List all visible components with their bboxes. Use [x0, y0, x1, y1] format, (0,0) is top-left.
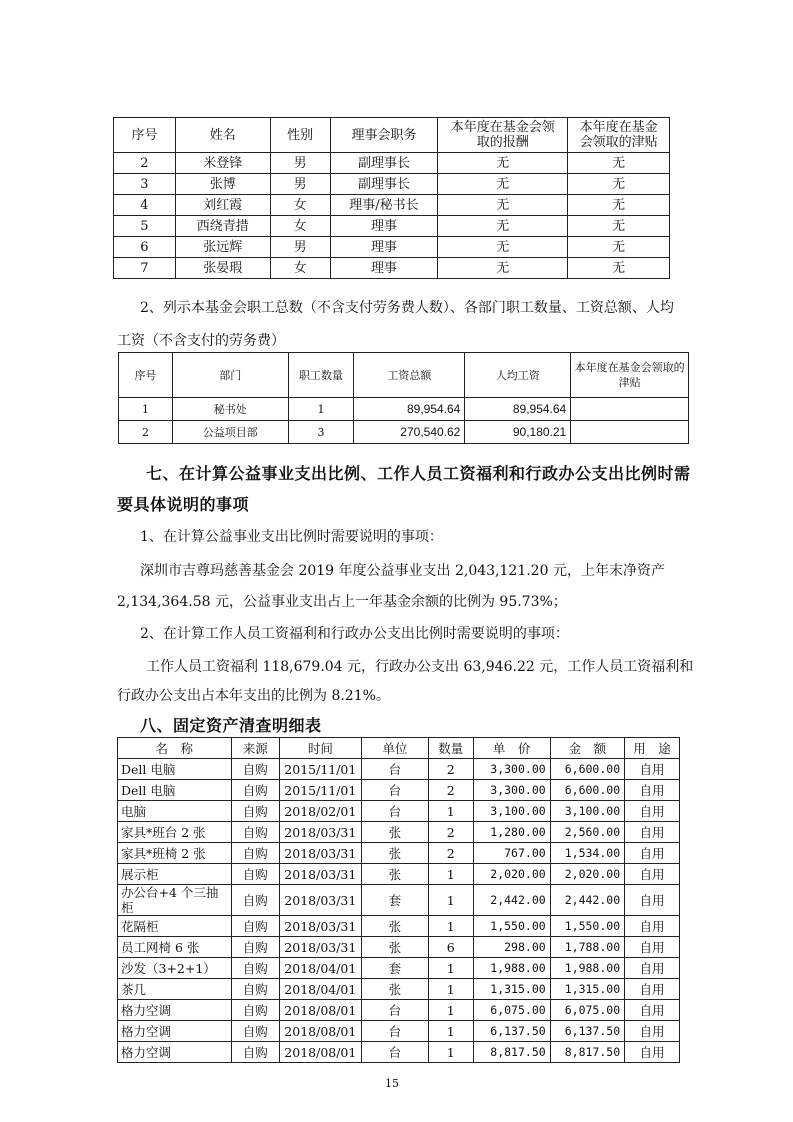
- table-cell: 台: [361, 801, 428, 822]
- table-cell: 2018/03/31: [279, 916, 361, 937]
- section-7-item-2-detail-line-2: 行政办公支出占本年支出的比例为 8.21%。: [117, 688, 390, 704]
- table-cell: 刘红霞: [175, 195, 270, 216]
- table-cell: 4: [114, 195, 176, 216]
- table-cell: 2: [428, 780, 473, 801]
- table-cell: 2018/04/01: [279, 958, 361, 979]
- table-cell: 女: [270, 216, 330, 237]
- asset-row: [118, 1021, 680, 1042]
- table-cell: 2018/08/01: [279, 1042, 361, 1063]
- table-cell: 自购: [231, 759, 279, 780]
- table-cell: 自用: [625, 958, 680, 979]
- table-cell: 1: [119, 398, 173, 421]
- director-row: [114, 216, 670, 237]
- table-cell: 1: [428, 916, 473, 937]
- table-cell: 自购: [231, 979, 279, 1000]
- table-cell: 3: [114, 174, 176, 195]
- table-cell: 自购: [231, 916, 279, 937]
- table-cell: 副理事长: [330, 153, 438, 174]
- table-cell: 8,817.50: [550, 1042, 624, 1063]
- table-cell: 套: [361, 885, 428, 916]
- table-cell: 3,300.00: [473, 780, 550, 801]
- table-cell: 无: [568, 258, 670, 279]
- asset-row: [118, 1042, 680, 1063]
- table-cell: 无: [438, 195, 568, 216]
- table-cell: 男: [270, 153, 330, 174]
- director-row: [114, 195, 670, 216]
- table-cell: 89,954.64: [354, 398, 465, 421]
- table-cell: 2018/08/01: [279, 1000, 361, 1021]
- section-7-heading-line-2: 要具体说明的事项: [117, 495, 250, 514]
- table-cell: 2015/11/01: [279, 759, 361, 780]
- table-cell: 自购: [231, 843, 279, 864]
- table-cell: 1: [428, 801, 473, 822]
- asset-row: [118, 958, 680, 979]
- table-cell: 张: [361, 843, 428, 864]
- staff-salary-table-body: [119, 353, 689, 444]
- table-cell: 自用: [625, 843, 680, 864]
- table-cell: 无: [438, 174, 568, 195]
- table-cell: 张: [361, 979, 428, 1000]
- table-cell: 女: [270, 195, 330, 216]
- table-cell: 2,560.00: [550, 822, 624, 843]
- table-cell: 2018/08/01: [279, 1021, 361, 1042]
- header-cell: 金 额: [550, 738, 624, 759]
- table-cell: 家具*班椅 2 张: [118, 843, 232, 864]
- table-cell: 台: [361, 1021, 428, 1042]
- header-cell: 本年度在基金 会领取的津贴: [568, 118, 670, 153]
- table-cell: 男: [270, 237, 330, 258]
- table-cell: 1: [428, 1042, 473, 1063]
- table-cell: 台: [361, 780, 428, 801]
- table-cell: 767.00: [473, 843, 550, 864]
- table-cell: 无: [568, 174, 670, 195]
- director-row: [114, 174, 670, 195]
- directors-header-row: [114, 118, 670, 153]
- table-cell: 无: [568, 237, 670, 258]
- table-cell: 3,100.00: [473, 801, 550, 822]
- section-7-item-2: 2、在计算工作人员工资福利和行政办公支出比例时需要说明的事项：: [140, 626, 569, 642]
- asset-row: [118, 937, 680, 958]
- header-cell: 单 价: [473, 738, 550, 759]
- header-cell: 单位: [361, 738, 428, 759]
- table-cell: 2,442.00: [473, 885, 550, 916]
- section-7-item-1-detail-line-1: 深圳市吉尊玛慈善基金会 2019 年度公益事业支出 2,043,121.20 元，上年末净资产: [140, 563, 665, 579]
- section-7-item-1: 1、在计算公益事业支出比例时需要说明的事项：: [140, 529, 443, 545]
- table-cell: 张: [361, 937, 428, 958]
- table-cell: 1,534.00: [550, 843, 624, 864]
- table-cell: 花隔柜: [118, 916, 232, 937]
- section-7-item-1-detail-line-2: 2,134,364.58 元，公益事业支出占上一年基金余额的比例为 95.73%；: [117, 594, 567, 610]
- table-cell: 张: [361, 864, 428, 885]
- table-cell: 自用: [625, 822, 680, 843]
- department-row: [119, 421, 689, 444]
- header-cell: 性别: [270, 118, 330, 153]
- header-cell: 理事会职务: [330, 118, 438, 153]
- table-cell: 家具*班台 2 张: [118, 822, 232, 843]
- table-cell: 1,550.00: [550, 916, 624, 937]
- table-cell: 6,600.00: [550, 780, 624, 801]
- table-cell: 2: [428, 843, 473, 864]
- table-cell: 自用: [625, 1000, 680, 1021]
- table-cell: 1: [428, 1000, 473, 1021]
- table-cell: 格力空调: [118, 1021, 232, 1042]
- header-cell: 本年度在基金会领 取的报酬: [438, 118, 568, 153]
- page-number: 15: [385, 1077, 399, 1090]
- table-cell: 女: [270, 258, 330, 279]
- table-cell: 1,788.00: [550, 937, 624, 958]
- table-cell: 自购: [231, 958, 279, 979]
- table-cell: 自购: [231, 822, 279, 843]
- table-cell: 公益项目部: [172, 421, 288, 444]
- table-cell: 1: [428, 958, 473, 979]
- table-cell: 1: [428, 1021, 473, 1042]
- fixed-assets-header-row: [118, 738, 680, 759]
- table-cell: 员工网椅 6 张: [118, 937, 232, 958]
- table-cell: 2018/03/31: [279, 843, 361, 864]
- table-cell: 无: [568, 153, 670, 174]
- header-cell: 职工数量: [288, 353, 354, 398]
- table-cell: 6,075.00: [550, 1000, 624, 1021]
- table-cell: 270,540.62: [354, 421, 465, 444]
- table-cell: 7: [114, 258, 176, 279]
- table-cell: 6,075.00: [473, 1000, 550, 1021]
- table-cell: 自购: [231, 801, 279, 822]
- table-cell: 无: [438, 153, 568, 174]
- table-cell: 自用: [625, 1042, 680, 1063]
- table-cell: 西绕青措: [175, 216, 270, 237]
- section-7-heading-line-1: 七、在计算公益事业支出比例、工作人员工资福利和行政办公支出比例时需: [146, 464, 691, 483]
- table-cell: 办公台+4 个三抽柜: [118, 885, 232, 916]
- table-cell: 理事: [330, 216, 438, 237]
- department-row: [119, 398, 689, 421]
- table-cell: 无: [438, 216, 568, 237]
- table-cell: 张晏瑕: [175, 258, 270, 279]
- section-2-line-1: 2、列示本基金会职工总数（不含支付劳务费人数）、各部门职工数量、工资总额、人均: [140, 300, 674, 316]
- table-cell: 6,600.00: [550, 759, 624, 780]
- table-cell: 6: [428, 937, 473, 958]
- table-cell: 3: [288, 421, 354, 444]
- table-cell: 沙发（3+2+1）: [118, 958, 232, 979]
- table-cell: 副理事长: [330, 174, 438, 195]
- header-cell: 来源: [231, 738, 279, 759]
- table-cell: 自用: [625, 885, 680, 916]
- staff-salary-table: [118, 352, 689, 444]
- table-cell: 自用: [625, 979, 680, 1000]
- header-cell: 姓名: [175, 118, 270, 153]
- table-cell: 3,100.00: [550, 801, 624, 822]
- table-cell: 无: [438, 237, 568, 258]
- table-cell: 2: [114, 153, 176, 174]
- table-cell: 无: [438, 258, 568, 279]
- table-cell: 89,954.64: [465, 398, 571, 421]
- asset-row: [118, 979, 680, 1000]
- table-cell: 自购: [231, 937, 279, 958]
- table-cell: 自用: [625, 916, 680, 937]
- header-cell: 用 途: [625, 738, 680, 759]
- table-cell: 2018/03/31: [279, 937, 361, 958]
- table-cell: 自购: [231, 1042, 279, 1063]
- asset-row: [118, 885, 680, 916]
- table-cell: 1: [428, 979, 473, 1000]
- section-7-item-2-detail-line-1: 工作人员工资福利 118,679.04 元，行政办公支出 63,946.22 元，工作人员工资福利和: [146, 659, 694, 675]
- table-cell: 2018/03/31: [279, 885, 361, 916]
- table-cell: 台: [361, 759, 428, 780]
- table-cell: 无: [568, 216, 670, 237]
- table-cell: 自用: [625, 759, 680, 780]
- table-cell: 理事: [330, 258, 438, 279]
- table-cell: 台: [361, 1000, 428, 1021]
- header-cell: 时间: [279, 738, 361, 759]
- table-cell: 1,315.00: [473, 979, 550, 1000]
- table-cell: 3,300.00: [473, 759, 550, 780]
- table-cell: 1,988.00: [550, 958, 624, 979]
- table-cell: 1,280.00: [473, 822, 550, 843]
- table-cell: 张远辉: [175, 237, 270, 258]
- table-cell: 自用: [625, 937, 680, 958]
- table-cell: [571, 398, 689, 421]
- directors-table-body: [114, 118, 670, 279]
- director-row: [114, 237, 670, 258]
- table-cell: 展示柜: [118, 864, 232, 885]
- staff-salary-header-row: [119, 353, 689, 398]
- asset-row: [118, 1000, 680, 1021]
- table-cell: 自购: [231, 885, 279, 916]
- asset-row: [118, 822, 680, 843]
- asset-row: [118, 801, 680, 822]
- table-cell: Dell 电脑: [118, 780, 232, 801]
- table-cell: 自用: [625, 780, 680, 801]
- table-cell: 2,442.00: [550, 885, 624, 916]
- fixed-assets-table-body: [118, 738, 680, 1063]
- header-cell: 序号: [114, 118, 176, 153]
- table-cell: 自购: [231, 1021, 279, 1042]
- table-cell: 格力空调: [118, 1042, 232, 1063]
- table-cell: 1: [288, 398, 354, 421]
- table-cell: 男: [270, 174, 330, 195]
- table-cell: 2: [428, 822, 473, 843]
- table-cell: 2018/03/31: [279, 864, 361, 885]
- section-2-line-2: 工资（不含支付的劳务费）: [117, 333, 285, 349]
- table-cell: 张: [361, 822, 428, 843]
- table-cell: 1,315.00: [550, 979, 624, 1000]
- table-cell: 1: [428, 885, 473, 916]
- table-cell: 张博: [175, 174, 270, 195]
- fixed-assets-table: [117, 737, 680, 1063]
- table-cell: 米登锋: [175, 153, 270, 174]
- table-cell: 自购: [231, 864, 279, 885]
- table-cell: 1,988.00: [473, 958, 550, 979]
- table-cell: 理事: [330, 237, 438, 258]
- table-cell: 2: [428, 759, 473, 780]
- table-cell: [571, 421, 689, 444]
- section-8-heading: 八、固定资产清查明细表: [140, 716, 322, 735]
- table-cell: 298.00: [473, 937, 550, 958]
- table-cell: 6,137.50: [550, 1021, 624, 1042]
- table-cell: 电脑: [118, 801, 232, 822]
- table-cell: 2: [119, 421, 173, 444]
- header-cell: 工资总额: [354, 353, 465, 398]
- asset-row: [118, 864, 680, 885]
- table-cell: 自购: [231, 780, 279, 801]
- table-cell: 台: [361, 1042, 428, 1063]
- table-cell: 茶几: [118, 979, 232, 1000]
- header-cell: 部门: [172, 353, 288, 398]
- table-cell: 2,020.00: [550, 864, 624, 885]
- header-cell: 人均工资: [465, 353, 571, 398]
- table-cell: 理事/秘书长: [330, 195, 438, 216]
- table-cell: Dell 电脑: [118, 759, 232, 780]
- asset-row: [118, 780, 680, 801]
- table-cell: 2018/03/31: [279, 822, 361, 843]
- table-cell: 张: [361, 916, 428, 937]
- director-row: [114, 153, 670, 174]
- asset-row: [118, 759, 680, 780]
- header-cell: 名 称: [118, 738, 232, 759]
- table-cell: 90,180.21: [465, 421, 571, 444]
- table-cell: 8,817.50: [473, 1042, 550, 1063]
- table-cell: 自购: [231, 1000, 279, 1021]
- directors-table: [113, 117, 670, 279]
- director-row: [114, 258, 670, 279]
- table-cell: 自用: [625, 801, 680, 822]
- table-cell: 2018/04/01: [279, 979, 361, 1000]
- table-cell: 秘书处: [172, 398, 288, 421]
- header-cell: 本年度在基金会领取的 津贴: [571, 353, 689, 398]
- table-cell: 格力空调: [118, 1000, 232, 1021]
- table-cell: 自用: [625, 864, 680, 885]
- table-cell: 2,020.00: [473, 864, 550, 885]
- table-cell: 1: [428, 864, 473, 885]
- table-cell: 1,550.00: [473, 916, 550, 937]
- header-cell: 数量: [428, 738, 473, 759]
- header-cell: 序号: [119, 353, 173, 398]
- table-cell: 6,137.50: [473, 1021, 550, 1042]
- table-cell: 无: [568, 195, 670, 216]
- table-cell: 套: [361, 958, 428, 979]
- asset-row: [118, 916, 680, 937]
- table-cell: 2018/02/01: [279, 801, 361, 822]
- table-cell: 2015/11/01: [279, 780, 361, 801]
- table-cell: 5: [114, 216, 176, 237]
- table-cell: 自用: [625, 1021, 680, 1042]
- asset-row: [118, 843, 680, 864]
- table-cell: 6: [114, 237, 176, 258]
